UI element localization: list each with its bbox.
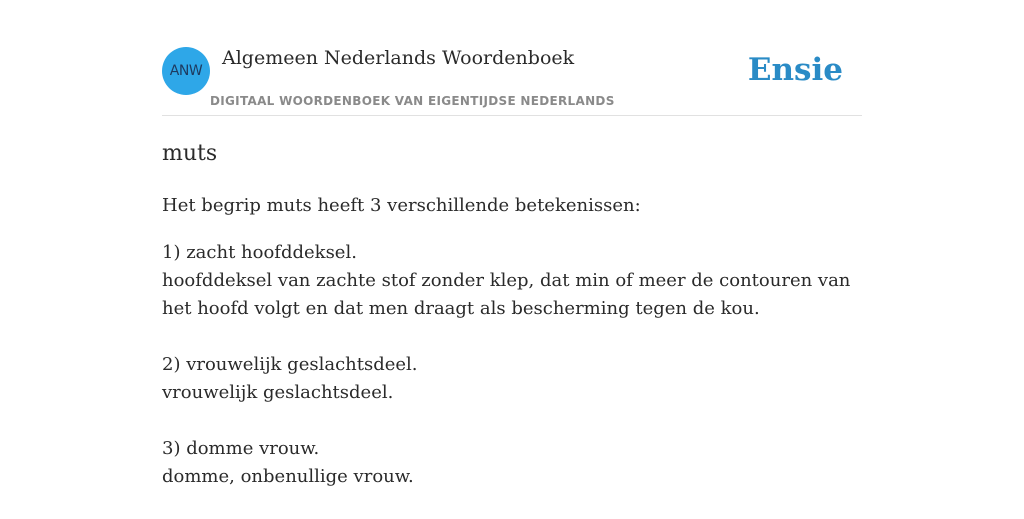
source-title[interactable]: Algemeen Nederlands Woordenboek bbox=[222, 47, 575, 69]
meaning-heading: 2) vrouwelijk geslachtsdeel. bbox=[162, 354, 418, 375]
meaning-definition: domme, onbenullige vrouw. bbox=[162, 466, 414, 487]
meaning-item bbox=[162, 435, 862, 491]
meaning-item bbox=[162, 351, 862, 407]
entry-term: muts bbox=[162, 141, 218, 166]
meaning-definition: vrouwelijk geslachtsdeel. bbox=[162, 382, 394, 403]
meaning-definition: hoofddeksel van zachte stof zonder klep, dat min of meer de contouren van het hoofd volgt en dat men draagt als bescherming tegen de kou. bbox=[162, 270, 851, 319]
source-subtitle: DIGITAAL WOORDENBOEK VAN EIGENTIJDSE NEDERLANDS bbox=[210, 94, 615, 108]
meanings-list bbox=[162, 239, 862, 519]
meaning-item bbox=[162, 239, 862, 323]
source-header bbox=[162, 0, 862, 116]
meaning-heading: 3) domme vrouw. bbox=[162, 438, 320, 459]
page-content bbox=[162, 0, 862, 487]
anw-logo[interactable]: ANW bbox=[162, 47, 210, 95]
entry-intro: Het begrip muts heeft 3 verschillende betekenissen: bbox=[162, 195, 641, 216]
meaning-heading: 1) zacht hoofddeksel. bbox=[162, 242, 357, 263]
ensie-brand-link[interactable]: Ensie bbox=[747, 52, 843, 88]
